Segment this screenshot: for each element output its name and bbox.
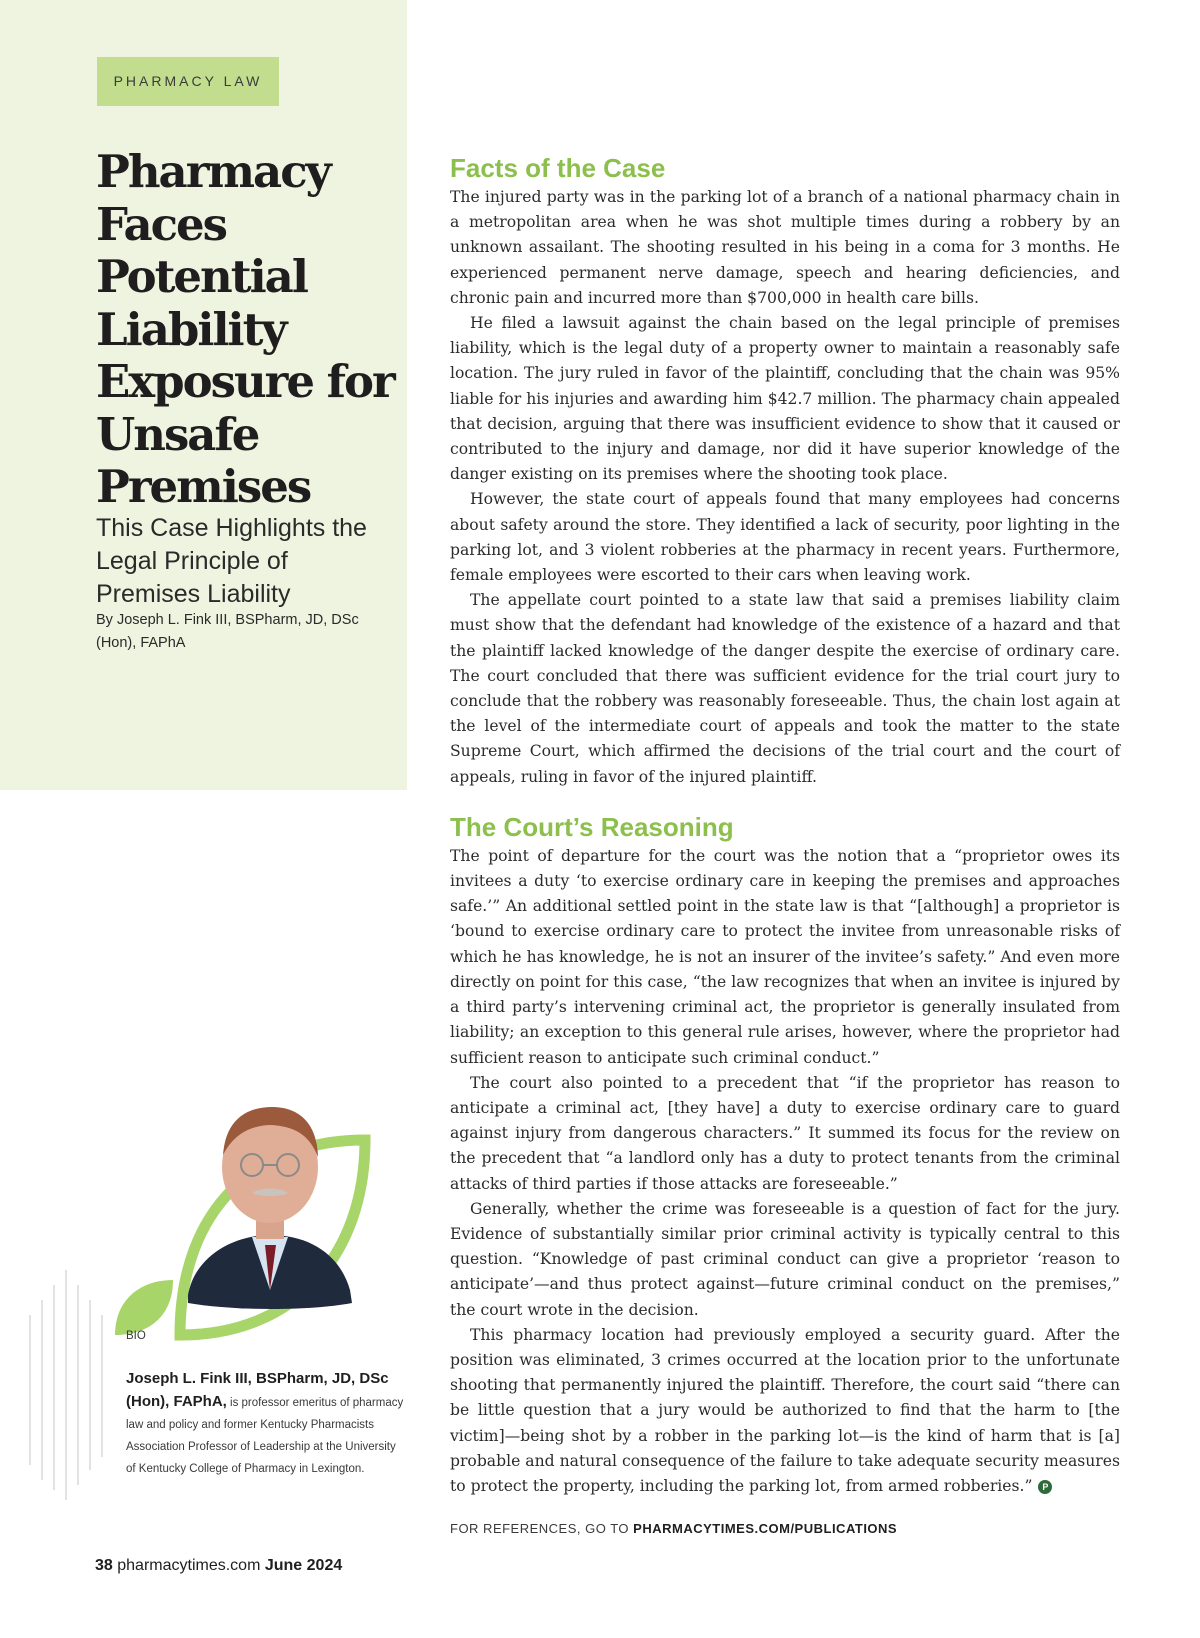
bio-description: is professor emeritus of pharmacy law and policy and former Kentucky Pharmacists Association Professor of Leadership at the University of Kentucky College of Pharmacy in Lexington. — [126, 1397, 404, 1475]
paragraph: The injured party was in the parking lot of a branch of a national pharmacy chain in a metropolitan area when he was shot multiple times during a robbery by an unknown assailant. The shooting resulted in his being in a coma for 3 months. He experienced permanent nerve damage, speech and hearing deficiencies, and chronic pain and incurred more than $700,000 in health care bills. — [450, 188, 1120, 307]
paragraph: Generally, whether the crime was foreseeable is a question of fact for the jury. Evidence of substantially similar prior criminal activity is typically central to this question. “Knowledge of past criminal conduct can give a proprietor ‘reason to anticipate’—and thus protect against—future criminal conduct on the premises,” the court wrote in the decision. — [450, 1199, 1120, 1319]
references-note — [450, 1521, 1120, 1536]
bio-name: Joseph L. Fink III, BSPharm, JD, DSc (Hon), FAPhA, — [126, 1370, 389, 1410]
bio-text — [126, 1368, 406, 1480]
leaf-icon — [115, 1280, 173, 1335]
paragraph-text: This pharmacy location had previously employed a security guard. After the position was eliminated, 3 crimes occurred at the location prior to the unfortunate shooting that permanently injured the plaintiff. Therefore, the court said “there can be little question that a jury would be authorized to find that the harm to [the victim]—being shot by a robber in the parking lot—is the kind of harm that is [a] probable and natural consequence of the failure to take adequate security measures to protect the property, including the parking lot, from armed robberies.” — [450, 1325, 1120, 1495]
references-link[interactable]: PHARMACYTIMES.COM/PUBLICATIONS — [633, 1521, 898, 1537]
page-footer — [95, 1557, 342, 1575]
paragraph: However, the state court of appeals found that many employees had concerns about safety around the store. They identified a lack of security, poor lighting in the parking lot, and 3 violent robberies at the pharmacy in recent years. Furthermore, female employees were escorted to their cars when leaving work. — [450, 490, 1120, 585]
byline: By Joseph L. Fink III, BSPharm, JD, DSc (Hon), FAPhA — [96, 612, 359, 651]
paragraph: The appellate court pointed to a state law that said a premises liability claim must show that the defendant had knowledge of the existence of a hazard and that the plaintiff lacked knowledge of the danger despite the exercise of ordinary care. The court concluded that there was sufficient evidence for the trial court jury to conclude that the robbery was reasonably foreseeable. Thus, the chain lost again at the level of the intermediate court of appeals and took the matter to the state Supreme Court, which affirmed the decisions of the trial court and the court of appeals, ruling in favor of the injured plaintiff. — [450, 591, 1120, 786]
paragraph: The court also pointed to a precedent that “if the proprietor has reason to anticipate a criminal act, [they have] a duty to exercise ordinary care to guard against injury from dangerous characters.” It summed its focus for the review on the precedent that “a landlord only has a duty to protect tenants from the criminal attacks of third parties if those attacks are foreseeable.” — [450, 1073, 1120, 1193]
page-number: 38 — [95, 1557, 113, 1574]
article-headline: Pharmacy Faces Potential Liability Exposure for Unsafe Premises — [96, 145, 394, 513]
references-prefix: FOR REFERENCES, GO TO — [450, 1521, 630, 1537]
section-heading-facts: Facts of the Case — [450, 153, 666, 183]
paragraph: The point of departure for the court was the notion that a “proprietor owes its invitees a duty ‘to exercise ordinary care in keeping the premises and approaches safe.’” An additional settled point in the state law is that “[although] a proprietor is ‘bound to exercise ordinary care to protect the invitee from unreasonable risks of which he has knowledge, he is not an insurer of the invitee’s safety.” And even more directly on point for this case, “the law recognizes that when an invitee is injured by a third party’s intervening criminal act, the proprietor is generally insulated from liability; an exception to this general rule arises, however, where the proprietor had sufficient reason to anticipate such criminal conduct.” — [450, 846, 1120, 1067]
article-body — [450, 151, 1120, 1536]
article-subhead: This Case Highlights the Legal Principle of Premises Liability — [96, 514, 367, 608]
section-heading-reasoning: The Court’s Reasoning — [450, 811, 734, 842]
footer-issue: June 2024 — [264, 1557, 343, 1574]
bio-label: BIO — [126, 1330, 146, 1342]
paragraph: He filed a lawsuit against the chain based on the legal principle of premises liability, which is the legal duty of a property owner to maintain a reasonably safe location. The jury ruled in favor of the plaintiff, concluding that the chain was 95% liable for his injuries and awarding him $42.7 million. The pharmacy chain appealed that decision, arguing that there was insufficient evidence to show that it caused or contributed to the injury and damage, nor did it have superior knowledge of the danger existing on its premises where the shooting took place. — [450, 314, 1120, 484]
decorative-lines — [30, 1270, 102, 1500]
footer-site: pharmacytimes.com — [117, 1557, 261, 1574]
end-mark-icon: P — [1038, 1480, 1052, 1494]
paragraph — [450, 1323, 1120, 1499]
section-tag: PHARMACY LAW — [97, 57, 279, 106]
